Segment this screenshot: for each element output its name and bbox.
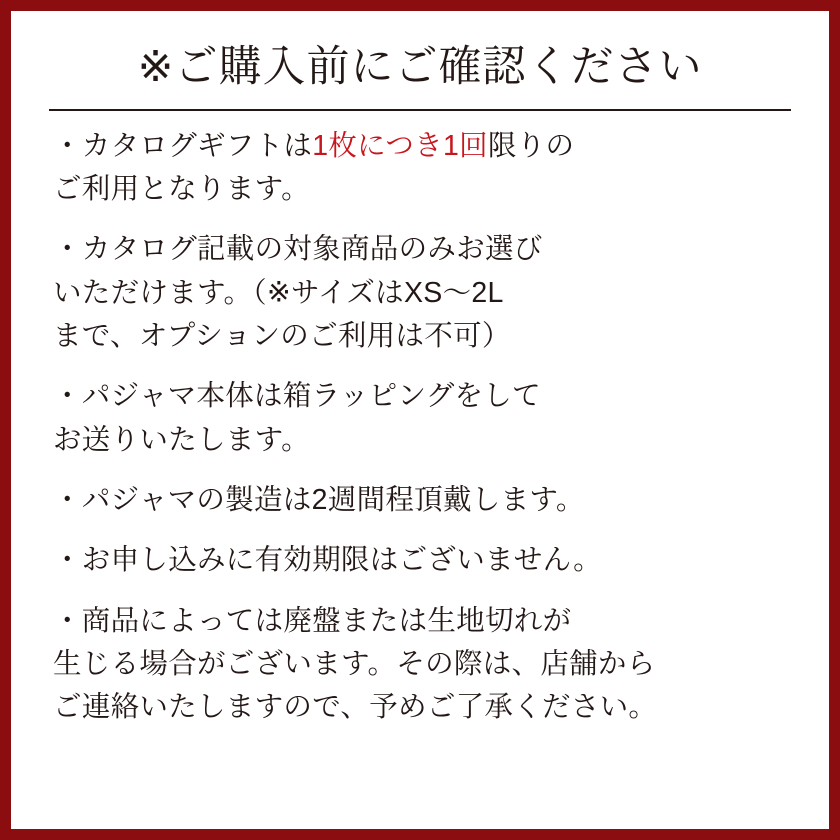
- notice-line: [53, 686, 787, 729]
- notice-line: [53, 479, 787, 522]
- notice-item: [53, 228, 787, 358]
- notice-text: ・お申し込みに有効期限はございません。: [53, 544, 602, 577]
- notice-item: [53, 539, 787, 582]
- notice-text: ご連絡いたしますので、予めご了承ください。: [53, 691, 658, 724]
- notice-item: [53, 479, 787, 522]
- notice-text: ・パジャマの製造は2週間程頂戴します。: [53, 483, 585, 516]
- notice-list: [45, 111, 795, 730]
- notice-line: [53, 125, 787, 168]
- notice-line: [53, 419, 787, 462]
- notice-text: いただけます。（※サイズはXS〜2L: [53, 276, 504, 309]
- notice-item: [53, 125, 787, 212]
- notice-line: [53, 315, 787, 358]
- notice-text: ・パジャマ本体は箱ラッピングをして: [53, 380, 541, 413]
- notice-text: ・商品によっては廃盤または生地切れが: [53, 604, 572, 637]
- notice-text: ・カタログギフトは: [53, 129, 313, 162]
- notice-text: ご利用となります。: [53, 173, 310, 206]
- notice-text: 生じる場合がございます。その際は、店舗から: [53, 647, 656, 680]
- notice-card-inner: [11, 11, 829, 829]
- notice-line: [53, 272, 787, 315]
- notice-text: 限りの: [487, 129, 575, 162]
- notice-line: [53, 375, 787, 418]
- notice-line: [53, 539, 787, 582]
- notice-line: [53, 168, 787, 211]
- notice-text: ・カタログ記載の対象商品のみお選び: [53, 233, 543, 266]
- page-title: ※ご購入前にご確認ください: [137, 43, 703, 91]
- notice-line: [53, 643, 787, 686]
- notice-item: [53, 375, 787, 462]
- notice-line: [53, 228, 787, 271]
- notice-highlight-text: 1枚につき1回: [312, 129, 488, 162]
- heading-area: [45, 41, 795, 95]
- notice-line: [53, 600, 787, 643]
- notice-item: [53, 600, 787, 730]
- notice-text: まで、オプションのご利用は不可）: [53, 320, 511, 352]
- notice-text: お送りいたします。: [53, 423, 310, 456]
